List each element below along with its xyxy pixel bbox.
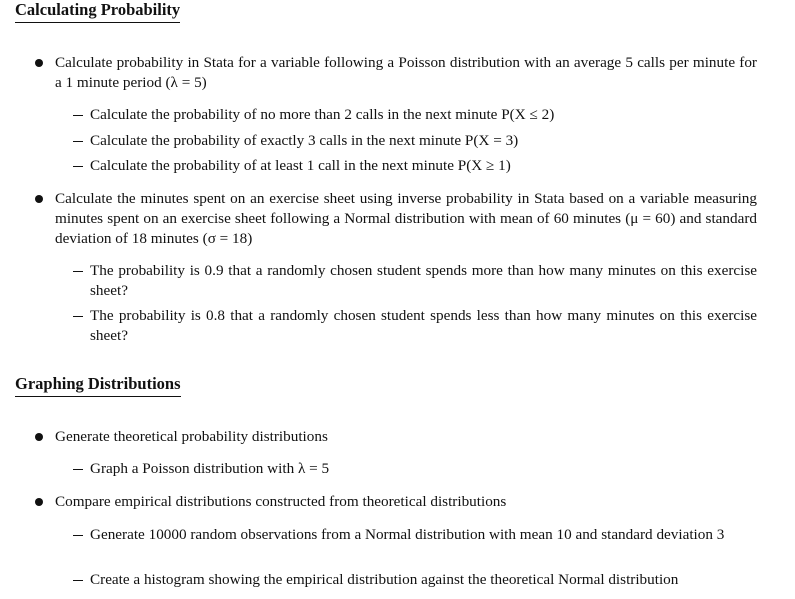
section-title-graphing-distributions: Graphing Distributions bbox=[15, 374, 181, 397]
dash-icon bbox=[73, 316, 83, 317]
sub-item-create-histogram: Create a histogram showing the empirical distribution against the theoretical Normal distribution bbox=[90, 571, 679, 588]
sub-item-graph-poisson: Graph a Poisson distribution with λ = 5 bbox=[90, 460, 330, 477]
sub-item-exactly-3: Calculate the probability of exactly 3 calls in the next minute P(X = 3) bbox=[90, 132, 519, 149]
bullet-icon bbox=[35, 195, 43, 203]
dash-icon bbox=[73, 166, 83, 167]
dash-icon bbox=[73, 580, 83, 581]
list-item-generate-theoretical: Generate theoretical probability distributions bbox=[55, 428, 328, 445]
dash-icon bbox=[73, 535, 83, 536]
list-item-poisson-calculation: Calculate probability in Stata for a variable following a Poisson distribution with an average 5 calls per minute for a 1 minute period (λ = 5) bbox=[55, 54, 757, 91]
sub-item-at-least-1: Calculate the probability of at least 1 call in the next minute P(X ≥ 1) bbox=[90, 157, 511, 174]
sub-item-probability-0-8: The probability is 0.8 that a randomly chosen student spends less than how many minutes on this exercise sheet? bbox=[90, 307, 757, 344]
sub-item-probability-0-9: The probability is 0.9 that a randomly chosen student spends more than how many minutes on this exercise sheet? bbox=[90, 262, 757, 299]
dash-icon bbox=[73, 469, 83, 470]
section-title-calculating-probability: Calculating Probability bbox=[15, 0, 180, 23]
bullet-icon bbox=[35, 59, 43, 67]
list-item-inverse-normal: Calculate the minutes spent on an exercise sheet using inverse probability in Stata based on a variable measuring minutes spent on an exercise sheet following a Normal distribution with mean of 60 minutes (μ = 60) and standard deviation of 18 minutes (σ = 18) bbox=[55, 190, 757, 247]
dash-icon bbox=[73, 115, 83, 116]
bullet-icon bbox=[35, 433, 43, 441]
dash-icon bbox=[73, 141, 83, 142]
bullet-icon bbox=[35, 498, 43, 506]
sub-item-generate-random: Generate 10000 random observations from a Normal distribution with mean 10 and standard deviation 3 bbox=[90, 526, 725, 543]
dash-icon bbox=[73, 271, 83, 272]
list-item-compare-empirical: Compare empirical distributions constructed from theoretical distributions bbox=[55, 493, 507, 510]
sub-item-no-more-than-2: Calculate the probability of no more than 2 calls in the next minute P(X ≤ 2) bbox=[90, 106, 555, 123]
